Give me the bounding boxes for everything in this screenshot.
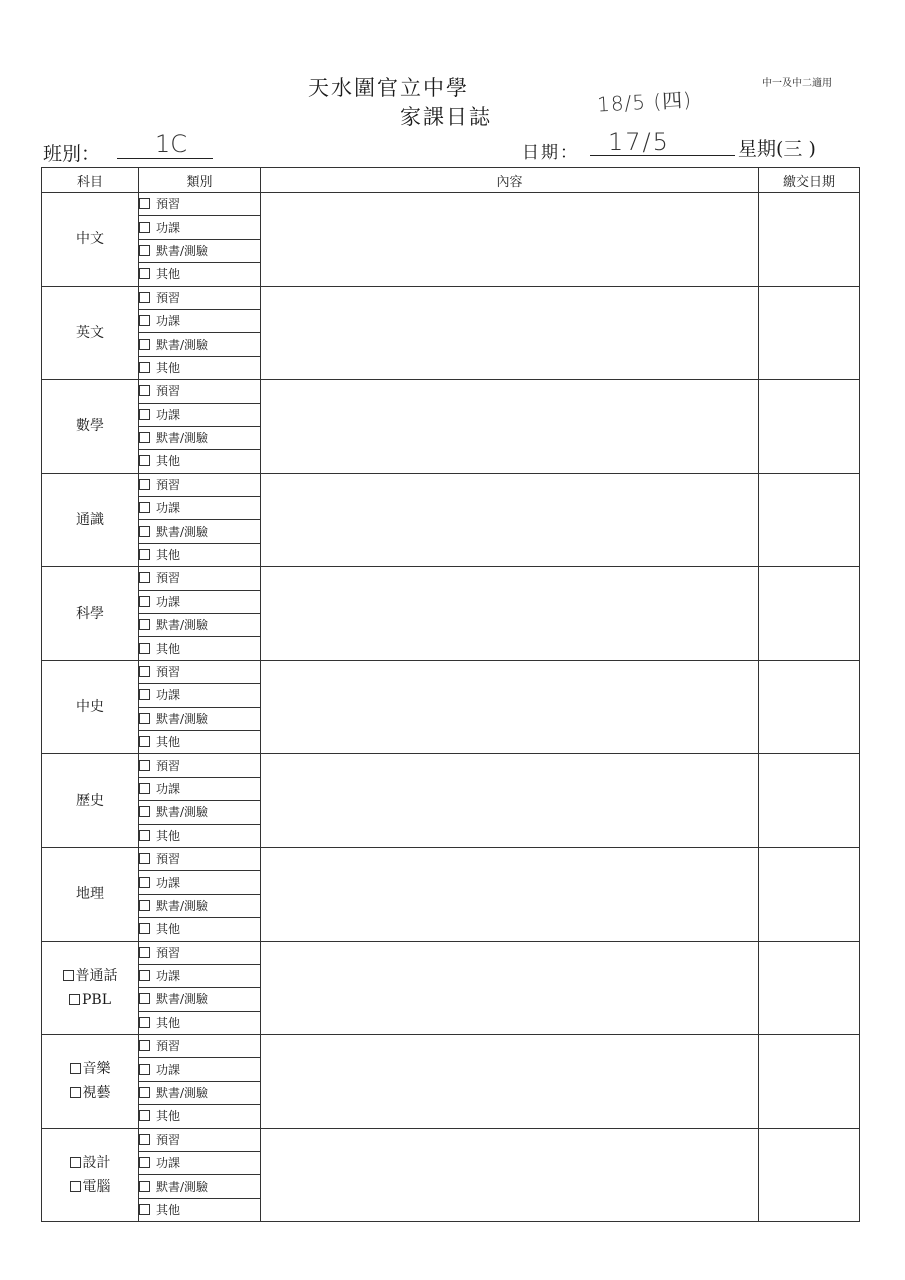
category-label: 預習 [156, 852, 181, 867]
subject-name: 電腦 [82, 1178, 111, 1195]
category-label: 默書/測驗 [156, 618, 209, 633]
category-label: 功課 [156, 781, 181, 796]
category-checkbox[interactable] [139, 432, 150, 443]
category-cell [139, 894, 261, 917]
subject-line [42, 321, 138, 345]
category-checkbox[interactable] [139, 643, 150, 654]
subject-checkbox[interactable] [63, 970, 74, 981]
category-label: 其他 [156, 1015, 181, 1030]
content-cell[interactable] [261, 473, 759, 567]
subject-cell [42, 847, 139, 941]
category-cell [139, 286, 261, 309]
category-label: 功課 [156, 875, 181, 890]
category-cell [139, 801, 261, 824]
subject-checkbox[interactable] [70, 1087, 81, 1098]
content-cell[interactable] [261, 847, 759, 941]
category-cell [139, 567, 261, 590]
table-row [42, 660, 860, 683]
subject-checkbox[interactable] [70, 1181, 81, 1192]
category-checkbox[interactable] [139, 760, 150, 771]
category-checkbox[interactable] [139, 409, 150, 420]
subject-cell [42, 286, 139, 380]
table-body [42, 193, 860, 1222]
category-label: 功課 [156, 1062, 181, 1077]
table-row [42, 941, 860, 964]
content-cell[interactable] [261, 754, 759, 848]
date-value[interactable]: 17/5 [608, 128, 670, 156]
table-row [42, 1035, 860, 1058]
content-cell[interactable] [261, 567, 759, 661]
category-checkbox[interactable] [139, 362, 150, 373]
category-label: 功課 [156, 688, 181, 703]
category-cell [139, 473, 261, 496]
category-checkbox[interactable] [139, 993, 150, 1004]
category-checkbox[interactable] [139, 549, 150, 560]
subject-line [42, 789, 138, 813]
category-checkbox[interactable] [139, 947, 150, 958]
category-cell [139, 309, 261, 332]
category-cell [139, 637, 261, 660]
category-label: 其他 [156, 1109, 181, 1124]
category-label: 預習 [156, 758, 181, 773]
due-date-cell[interactable] [759, 660, 860, 754]
subject-name: 通識 [76, 511, 104, 528]
category-cell [139, 1011, 261, 1034]
category-checkbox[interactable] [139, 1040, 150, 1051]
category-cell [139, 193, 261, 216]
category-label: 默書/測驗 [156, 898, 209, 913]
category-label: 功課 [156, 220, 181, 235]
subject-name: 科學 [76, 605, 104, 622]
category-label: 默書/測驗 [156, 992, 209, 1007]
category-label: 功課 [156, 1156, 181, 1171]
category-label: 默書/測驗 [156, 524, 209, 539]
category-label: 預習 [156, 290, 181, 305]
subject-name: 數學 [76, 418, 104, 435]
category-label: 功課 [156, 407, 181, 422]
category-checkbox[interactable] [139, 245, 150, 256]
subject-checkbox[interactable] [70, 1157, 81, 1168]
due-date-cell[interactable] [759, 847, 860, 941]
category-label: 默書/測驗 [156, 1086, 209, 1101]
category-checkbox[interactable] [139, 853, 150, 864]
content-cell[interactable] [261, 1035, 759, 1129]
category-cell [139, 1081, 261, 1104]
table-row [42, 286, 860, 309]
category-cell [139, 263, 261, 286]
category-cell [139, 847, 261, 870]
category-checkbox[interactable] [139, 1064, 150, 1075]
category-checkbox[interactable] [139, 830, 150, 841]
category-checkbox[interactable] [139, 783, 150, 794]
category-label: 默書/測驗 [156, 1179, 209, 1194]
category-cell [139, 1058, 261, 1081]
weekday-label: 星期(三 ) [738, 138, 816, 160]
subject-name: 中史 [76, 699, 104, 716]
subject-name: 歷史 [76, 792, 104, 809]
category-label: 預習 [156, 1039, 181, 1054]
due-date-cell[interactable] [759, 754, 860, 848]
category-cell [139, 988, 261, 1011]
category-cell [139, 426, 261, 449]
form-title: 家課日誌 [400, 105, 492, 129]
category-label: 其他 [156, 735, 181, 750]
subject-line [42, 695, 138, 719]
subject-checkbox[interactable] [70, 1063, 81, 1074]
category-label: 其他 [156, 922, 181, 937]
subject-name: 中文 [76, 231, 104, 248]
table-row [42, 754, 860, 777]
category-checkbox[interactable] [139, 877, 150, 888]
category-checkbox[interactable] [139, 923, 150, 934]
subject-name: 英文 [76, 324, 104, 341]
category-cell [139, 941, 261, 964]
subject-line [42, 1151, 138, 1175]
class-label: 班別： [43, 143, 101, 165]
category-label: 默書/測驗 [156, 711, 209, 726]
subject-cell [42, 380, 139, 474]
subject-cell [42, 567, 139, 661]
table-row [42, 847, 860, 870]
due-date-cell[interactable] [759, 286, 860, 380]
category-cell [139, 520, 261, 543]
category-cell [139, 824, 261, 847]
category-cell [139, 450, 261, 473]
content-cell[interactable] [261, 380, 759, 474]
category-checkbox[interactable] [139, 479, 150, 490]
category-label: 預習 [156, 477, 181, 492]
table-row [42, 1128, 860, 1151]
category-cell [139, 239, 261, 262]
subject-line [42, 882, 138, 906]
category-checkbox[interactable] [139, 292, 150, 303]
category-checkbox[interactable] [139, 900, 150, 911]
handwritten-note: 18/5 (四) [596, 87, 693, 117]
category-cell [139, 356, 261, 379]
category-cell [139, 964, 261, 987]
category-cell [139, 1198, 261, 1221]
subject-line [42, 1057, 138, 1081]
due-date-cell[interactable] [759, 1128, 860, 1222]
category-checkbox[interactable] [139, 1017, 150, 1028]
category-checkbox[interactable] [139, 198, 150, 209]
content-cell[interactable] [261, 660, 759, 754]
category-cell [139, 777, 261, 800]
category-cell [139, 333, 261, 356]
subject-cell [42, 754, 139, 848]
content-cell[interactable] [261, 193, 759, 287]
header-category: 類別 [139, 168, 261, 193]
category-label: 其他 [156, 828, 181, 843]
date-label: 日期： [522, 143, 579, 163]
due-date-cell[interactable] [759, 380, 860, 474]
subject-line [42, 1175, 138, 1199]
category-checkbox[interactable] [139, 385, 150, 396]
category-label: 預習 [156, 665, 181, 679]
due-date-cell[interactable] [759, 567, 860, 661]
category-checkbox[interactable] [139, 1157, 150, 1168]
category-label: 預習 [156, 945, 181, 960]
category-label: 功課 [156, 314, 181, 329]
category-label: 功課 [156, 594, 181, 609]
subject-cell [42, 473, 139, 567]
category-checkbox[interactable] [139, 619, 150, 630]
category-label: 其他 [156, 548, 181, 563]
category-cell [139, 1175, 261, 1198]
category-checkbox[interactable] [139, 736, 150, 747]
due-date-cell[interactable] [759, 941, 860, 1035]
category-checkbox[interactable] [139, 526, 150, 537]
category-cell [139, 918, 261, 941]
category-cell [139, 684, 261, 707]
table-row [42, 380, 860, 403]
table-row [42, 193, 860, 216]
subject-name: 設計 [82, 1154, 111, 1171]
table-header-row [42, 168, 860, 193]
subject-line [42, 602, 138, 626]
category-checkbox[interactable] [139, 315, 150, 326]
subject-line [42, 508, 138, 532]
category-label: 預習 [156, 384, 181, 399]
applicable-grades: 中一及中二適用 [762, 78, 832, 89]
category-checkbox[interactable] [139, 596, 150, 607]
category-checkbox[interactable] [139, 502, 150, 513]
category-label: 功課 [156, 501, 181, 516]
category-checkbox[interactable] [139, 268, 150, 279]
category-label: 默書/測驗 [156, 243, 209, 258]
category-cell [139, 590, 261, 613]
category-checkbox[interactable] [139, 222, 150, 233]
category-label: 功課 [156, 969, 181, 984]
category-label: 其他 [156, 267, 181, 282]
category-cell [139, 497, 261, 520]
due-date-cell[interactable] [759, 193, 860, 287]
subject-cell [42, 941, 139, 1035]
category-label: 其他 [156, 1202, 181, 1217]
category-label: 默書/測驗 [156, 431, 209, 446]
class-value[interactable]: 1C [155, 130, 188, 158]
category-cell [139, 1128, 261, 1151]
class-underline [117, 158, 213, 159]
category-checkbox[interactable] [139, 1110, 150, 1121]
category-cell [139, 1105, 261, 1128]
subject-cell [42, 1035, 139, 1129]
category-label: 預習 [156, 1132, 181, 1147]
homework-table [41, 167, 860, 1222]
category-checkbox[interactable] [139, 806, 150, 817]
subject-name: 普通話 [75, 967, 118, 984]
due-date-cell[interactable] [759, 1035, 860, 1129]
category-label: 默書/測驗 [156, 805, 209, 820]
subject-checkbox[interactable] [69, 994, 80, 1005]
category-cell [139, 754, 261, 777]
subject-line [42, 227, 138, 251]
content-cell[interactable] [261, 1128, 759, 1222]
category-cell [139, 216, 261, 239]
category-checkbox[interactable] [139, 666, 150, 677]
due-date-cell[interactable] [759, 473, 860, 567]
category-cell [139, 614, 261, 637]
subject-name: 地理 [76, 886, 104, 903]
header-due-date: 繳交日期 [759, 168, 860, 193]
category-cell [139, 543, 261, 566]
category-label: 預習 [156, 571, 181, 586]
category-label: 其他 [156, 360, 181, 375]
header-content: 內容 [261, 168, 759, 193]
category-checkbox[interactable] [139, 1087, 150, 1098]
category-label: 其他 [156, 641, 181, 656]
content-cell[interactable] [261, 286, 759, 380]
subject-line [42, 988, 138, 1012]
category-cell [139, 1035, 261, 1058]
subject-name: 視藝 [82, 1085, 111, 1102]
category-checkbox[interactable] [139, 1181, 150, 1192]
category-checkbox[interactable] [139, 572, 150, 583]
content-cell[interactable] [261, 941, 759, 1035]
subject-line [42, 414, 138, 438]
category-label: 預習 [156, 197, 181, 212]
category-cell [139, 660, 261, 683]
category-cell [139, 730, 261, 753]
category-checkbox[interactable] [139, 713, 150, 724]
table-row [42, 473, 860, 496]
category-label: 其他 [156, 454, 181, 469]
category-cell [139, 1152, 261, 1175]
school-name: 天水圍官立中學 [308, 76, 469, 100]
subject-cell [42, 193, 139, 287]
category-cell [139, 403, 261, 426]
subject-name: 音樂 [82, 1061, 111, 1078]
category-cell [139, 871, 261, 894]
category-checkbox[interactable] [139, 1204, 150, 1215]
subject-cell [42, 1128, 139, 1222]
header-subject: 科目 [42, 168, 139, 193]
subject-line [42, 964, 138, 988]
category-checkbox[interactable] [139, 1134, 150, 1145]
category-checkbox[interactable] [139, 970, 150, 981]
category-label: 默書/測驗 [156, 337, 209, 352]
category-checkbox[interactable] [139, 339, 150, 350]
subject-line [42, 1081, 138, 1105]
category-checkbox[interactable] [139, 455, 150, 466]
category-checkbox[interactable] [139, 689, 150, 700]
category-cell [139, 707, 261, 730]
subject-name: PBL [81, 991, 111, 1008]
subject-cell [42, 660, 139, 754]
category-cell [139, 380, 261, 403]
table-row [42, 567, 860, 590]
